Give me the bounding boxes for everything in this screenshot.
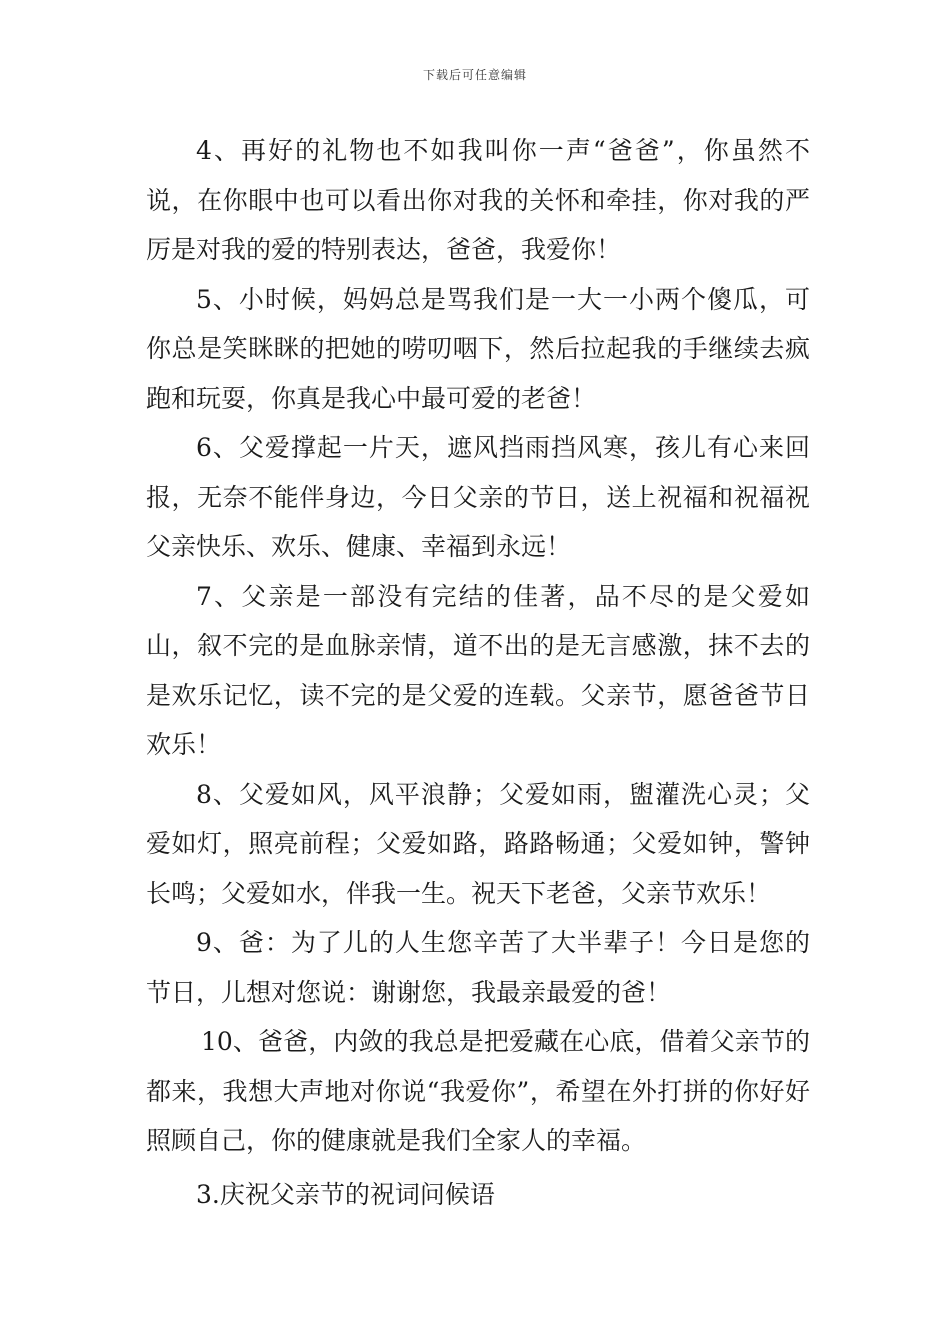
paragraph-10: 10、爸爸，内敛的我总是把爱藏在心底，借着父亲节的都来，我想大声地对你说“我爱你”，希望在外打拼的你好好照顾自己，你的健康就是我们全家人的幸福。 [146, 1027, 810, 1155]
section-heading: 3.庆祝父亲节的祝词问候语 [196, 1179, 495, 1209]
paragraph-9: 9、爸：为了儿的人生您辛苦了大半辈子！今日是您的节日，儿想对您说：谢谢您，我最亲最爱的爸！ [146, 928, 810, 1007]
page-header-note: 下载后可任意编辑 [422, 68, 527, 82]
paragraph-4: 4、再好的礼物也不如我叫你一声“爸爸”，你虽然不说，在你眼中也可以看出你对我的关怀和牵挂，你对我的严厉是对我的爱的特别表达，爸爸，我爱你！ [146, 136, 810, 264]
paragraph-7: 7、父亲是一部没有完结的佳著，品不尽的是父爱如山，叙不完的是血脉亲情，道不出的是无言感激，抹不去的是欢乐记忆，读不完的是父爱的连载。父亲节，愿爸爸节日欢乐！ [146, 581, 810, 759]
paragraph-5: 5、小时候，妈妈总是骂我们是一大一小两个傻瓜，可你总是笑眯眯的把她的唠叨咽下，然后拉起我的手继续去疯跑和玩耍，你真是我心中最可爱的老爸！ [146, 284, 810, 413]
document-body [146, 126, 810, 1219]
paragraph-8: 8、父爱如风，风平浪静；父爱如雨，盥灌洗心灵；父爱如灯，照亮前程；父爱如路，路路畅通；父爱如钟，警钟长鸣；父爱如水，伴我一生。祝天下老爸，父亲节欢乐！ [146, 779, 810, 908]
paragraph-6: 6、父爱撑起一片天，遮风挡雨挡风寒，孩儿有心来回报，无奈不能伴身边，今日父亲的节日，送上祝福和祝福祝父亲快乐、欢乐、健康、幸福到永远！ [146, 433, 810, 561]
